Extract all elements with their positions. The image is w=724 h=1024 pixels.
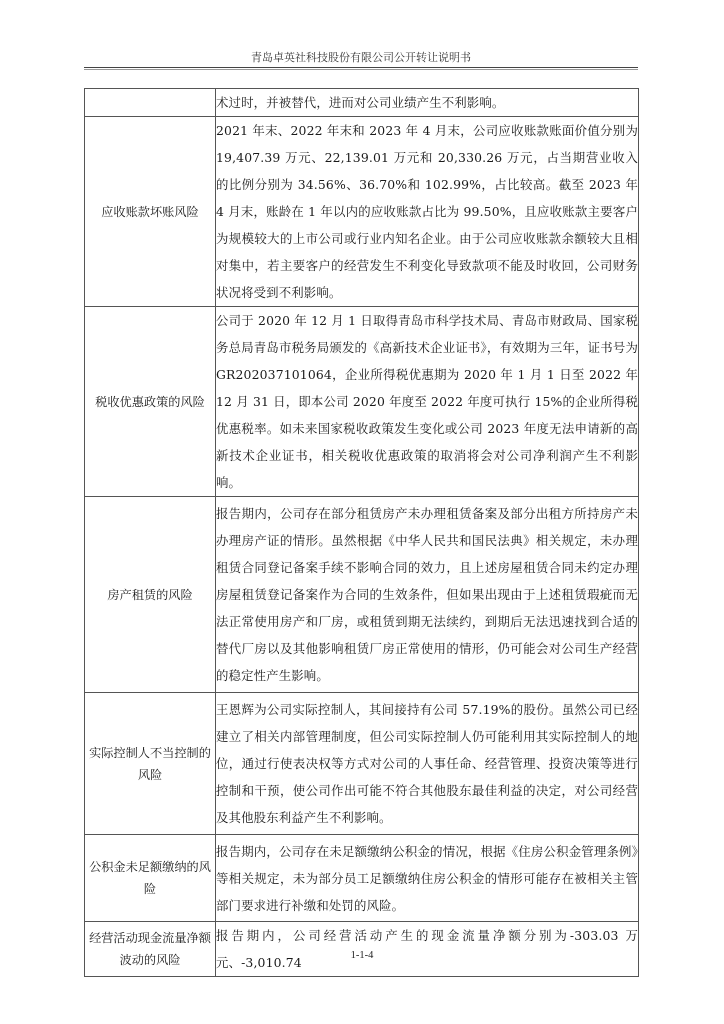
table-row [85, 835, 639, 922]
table-row [85, 117, 639, 307]
risk-description: 报告期内，公司存在未足额缴纳公积金的情况，根据《住房公积金管理条例》等相关规定，未为部分员工足额缴纳住房公积金的情形可能存在被相关主管部门要求进行补缴和处罚的风险。 [216, 835, 639, 922]
header-divider [84, 67, 638, 70]
risk-label: 房产租赁的风险 [85, 497, 216, 693]
risk-label [85, 89, 216, 117]
risk-factor-table [84, 88, 639, 977]
risk-label: 税收优惠政策的风险 [85, 307, 216, 497]
page-header-title: 青岛卓英社科技股份有限公司公开转让说明书 [251, 51, 471, 64]
page-number: 1-1-4 [350, 950, 374, 961]
risk-label: 应收账款坏账风险 [85, 117, 216, 307]
table-row [85, 693, 639, 835]
risk-description: 报告期内，公司经营活动产生的现金流量净额分别为-303.03 万元、-3,010.74 [216, 922, 639, 977]
risk-label: 经营活动现金流量净额波动的风险 [85, 922, 216, 977]
risk-description: 报告期内，公司存在部分租赁房产未办理租赁备案及部分出租方所持房产未办理房产证的情形。虽然根据《中华人民共和国民法典》相关规定，未办理租赁合同登记备案手续不影响合同的效力，且上述房屋租赁合同未约定办理房屋租赁登记备案作为合同的生效条件，但如果出现由于上述租赁瑕疵而无法正常使用房产和厂房，或租赁到期无法续约，到期后无法迅速找到合适的替代厂房以及其他影响租赁厂房正常使用的情形，仍可能会对公司生产经营的稳定性产生影响。 [216, 497, 639, 693]
risk-description: 2021 年末、2022 年末和 2023 年 4 月末，公司应收账款账面价值分别为 19,407.39 万元、22,139.01 万元和 20,330.26 万元，占当期营业收入的比例分别为 34.56%、36.70%和 102.99%，占比较高。截至 2023 年 4 月末，账龄在 1 年以内的应收账款占比为 99.50%，且应收账款主要客户为规模较大的上市公司或行业内知名企业。由于公司应收账款余额较大且相对集中，若主要客户的经营发生不利变化导致款项不能及时收回，公司财务状况将受到不利影响。 [216, 117, 639, 307]
table-row [85, 307, 639, 497]
table-row [85, 497, 639, 693]
risk-label: 公积金未足额缴纳的风险 [85, 835, 216, 922]
risk-description: 王恩辉为公司实际控制人，其间接持有公司 57.19%的股份。虽然公司已经建立了相关内部管理制度，但公司实际控制人仍可能利用其实际控制人的地位，通过行使表决权等方式对公司的人事任命、经营管理、投资决策等进行控制和干预，使公司作出可能不符合其他股东最佳利益的决定，对公司经营及其他股东利益产生不利影响。 [216, 693, 639, 835]
risk-description: 术过时，并被替代，进而对公司业绩产生不利影响。 [216, 89, 639, 117]
risk-description: 公司于 2020 年 12 月 1 日取得青岛市科学技术局、青岛市财政局、国家税务总局青岛市税务局颁发的《高新技术企业证书》，有效期为三年，证书号为 GR202037101064，企业所得税优惠期为 2020 年 1 月 1 日至 2022 年 12 月 31 日，即本公司 2020 年度至 2022 年度可执行 15%的企业所得税优惠税率。如未来国家税收政策发生变化或公司 2023 年度无法申请新的高新技术企业证书，相关税收优惠政策的取消将会对公司净利润产生不利影响。 [216, 307, 639, 497]
risk-label: 实际控制人不当控制的风险 [85, 693, 216, 835]
table-row [85, 922, 639, 977]
table-row [85, 89, 639, 117]
